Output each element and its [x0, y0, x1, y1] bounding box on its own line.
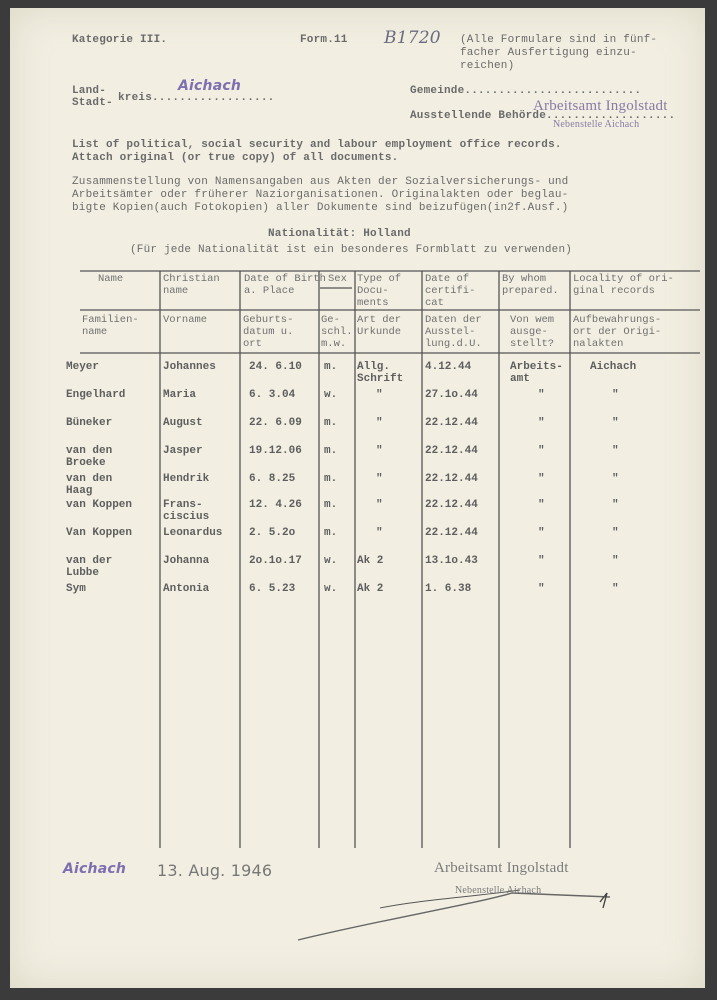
header-de-col-2: ort	[243, 338, 262, 350]
header-de-col-0: name	[82, 326, 108, 338]
instruction-en-1: List of political, social security and labour employment office records.	[72, 139, 562, 151]
nationality-label: Nationalität: Holland	[268, 228, 411, 240]
instruction-en-2: Attach original (or true copy) of all documents.	[72, 152, 399, 164]
cell-doc-type: Allg.	[357, 361, 391, 373]
cell-first-name: Frans-	[163, 499, 203, 511]
cell-cert-date: 22.12.44	[425, 417, 478, 429]
cell-sex: m.	[324, 499, 338, 511]
cell-family-name: Lubbe	[66, 567, 100, 579]
header-de-col-4: Urkunde	[357, 326, 402, 338]
authority-stamp-line2: Nebenstelle Aichach	[553, 119, 640, 130]
header-en-col-7: ginal records	[573, 285, 655, 297]
header-en-col-0: Name	[98, 273, 124, 285]
cell-family-name: Engelhard	[66, 389, 126, 401]
cell-prepared-by: "	[538, 473, 545, 485]
header-en-col-1: Christian	[163, 273, 220, 285]
cell-cert-date: 22.12.44	[425, 445, 478, 457]
cell-family-name: van den	[66, 473, 113, 485]
cell-cert-date: 4.12.44	[425, 361, 472, 373]
form-number: Form.11	[300, 34, 348, 46]
cell-birth-date: 12. 4.26	[249, 499, 302, 511]
cell-first-name: August	[163, 417, 203, 429]
header-de-col-5: Ausstel-	[425, 326, 476, 338]
cell-family-name: van den	[66, 445, 113, 457]
cell-prepared-by: "	[538, 499, 545, 511]
header-de-col-0: Familien-	[82, 314, 139, 326]
cell-family-name: Meyer	[66, 361, 100, 373]
cell-family-name: Sym	[66, 583, 86, 595]
cell-doc-type: Ak 2	[357, 555, 384, 567]
cell-doc-type: "	[376, 473, 383, 485]
header-de-col-3: m.w.	[321, 338, 347, 350]
cell-prepared-by: "	[538, 527, 545, 539]
header-en-col-5: Date of	[425, 273, 470, 285]
cell-family-name: Haag	[66, 485, 93, 497]
cell-birth-date: 2. 5.2o	[249, 527, 296, 539]
copies-note-3: reichen)	[460, 60, 515, 72]
cell-prepared-by: amt	[510, 373, 530, 385]
cell-cert-date: 27.1o.44	[425, 389, 478, 401]
header-de-col-4: Art der	[357, 314, 402, 326]
header-en-col-5: cat	[425, 297, 444, 309]
cell-sex: m.	[324, 527, 338, 539]
cell-prepared-by: "	[538, 417, 545, 429]
cell-prepared-by: "	[538, 389, 545, 401]
header-de-col-7: Aufbewahrungs-	[573, 314, 662, 326]
cell-record-locality: "	[612, 583, 619, 595]
cell-record-locality: "	[612, 445, 619, 457]
kreis-label: kreis..................	[118, 92, 275, 104]
cell-birth-date: 24. 6.10	[249, 361, 302, 373]
header-de-col-2: Geburts-	[243, 314, 294, 326]
cell-birth-date: 6. 8.25	[249, 473, 296, 485]
instruction-de-1: Zusammenstellung von Namensangaben aus Akten der Sozialversicherungs- und	[72, 176, 569, 188]
instruction-de-2: Arbeitsämter oder früherer Naziorganisationen. Originalakten oder beglau-	[72, 189, 569, 201]
cell-first-name: Hendrik	[163, 473, 210, 485]
header-en-col-3: Sex	[328, 273, 347, 285]
cell-sex: m.	[324, 417, 338, 429]
cell-cert-date: 22.12.44	[425, 499, 478, 511]
cell-birth-date: 19.12.06	[249, 445, 302, 457]
header-de-col-7: ort der Origi-	[573, 326, 662, 338]
cell-first-name: Maria	[163, 389, 197, 401]
cell-doc-type: "	[376, 445, 383, 457]
copies-note-1: (Alle Formulare sind in fünf-	[460, 34, 658, 46]
stadt-label: Stadt-	[72, 97, 113, 109]
kreis-stamp-value: Aichach	[178, 78, 242, 94]
authority-stamp-line1: Arbeitsamt Ingolstadt	[533, 98, 668, 114]
header-de-col-6: ausge-	[510, 326, 548, 338]
header-en-col-4: ments	[357, 297, 389, 309]
copies-note-2: facher Ausfertigung einzu-	[460, 47, 637, 59]
header-de-col-6: Von wem	[510, 314, 555, 326]
cell-doc-type: Schrift	[357, 373, 404, 385]
cell-cert-date: 1. 6.38	[425, 583, 472, 595]
cell-doc-type: "	[376, 499, 383, 511]
cell-family-name: van der	[66, 555, 113, 567]
cell-prepared-by: "	[538, 583, 545, 595]
header-de-col-1: Vorname	[163, 314, 208, 326]
cell-first-name: Jasper	[163, 445, 203, 457]
header-de-col-6: stellt?	[510, 338, 555, 350]
cell-sex: w.	[324, 583, 338, 595]
header-en-col-2: a. Place	[244, 285, 295, 297]
cell-first-name: Johannes	[163, 361, 216, 373]
cell-sex: m.	[324, 445, 338, 457]
footer-authority-stamp-1: Arbeitsamt Ingolstadt	[434, 860, 569, 876]
cell-doc-type: "	[376, 417, 383, 429]
header-de-col-2: datum u.	[243, 326, 294, 338]
header-de-col-5: Daten der	[425, 314, 482, 326]
cell-family-name: van Koppen	[66, 499, 133, 511]
cell-birth-date: 6. 3.04	[249, 389, 296, 401]
header-de-col-5: lung.d.U.	[425, 338, 482, 350]
cell-birth-date: 22. 6.09	[249, 417, 302, 429]
header-en-col-4: Type of	[357, 273, 402, 285]
footer-authority-stamp-2: Nebenstelle Aichach	[455, 885, 542, 896]
cell-doc-type: "	[376, 389, 383, 401]
cell-record-locality: "	[612, 527, 619, 539]
cell-family-name: Broeke	[66, 457, 106, 469]
cell-cert-date: 13.1o.43	[425, 555, 478, 567]
gemeinde-field: Gemeinde..........................	[410, 85, 642, 97]
cell-record-locality: "	[612, 555, 619, 567]
header-en-col-7: Locality of ori-	[573, 273, 674, 285]
cell-sex: w.	[324, 389, 338, 401]
cell-record-locality: "	[612, 417, 619, 429]
cell-doc-type: "	[376, 527, 383, 539]
cell-sex: m.	[324, 361, 338, 373]
header-en-col-6: By whom	[502, 273, 547, 285]
cell-record-locality: "	[612, 499, 619, 511]
header-de-col-3: Ge-	[321, 314, 340, 326]
cell-family-name: Van Koppen	[66, 527, 133, 539]
nationality-note: (Für jede Nationalität ist ein besonderes Formblatt zu verwenden)	[130, 244, 573, 256]
header-de-col-7: nalakten	[573, 338, 624, 350]
cell-record-locality: "	[612, 389, 619, 401]
header-en-col-5: certifi-	[425, 285, 476, 297]
footer-place-stamp: Aichach	[63, 861, 127, 877]
header-en-col-4: Docu-	[357, 285, 389, 297]
cell-first-name: Johanna	[163, 555, 210, 567]
category-label: Kategorie III.	[72, 34, 168, 46]
cell-record-locality: "	[612, 473, 619, 485]
header-en-col-6: prepared.	[502, 285, 559, 297]
header-en-col-1: name	[163, 285, 189, 297]
cell-record-locality: Aichach	[590, 361, 637, 373]
cell-birth-date: 6. 5.23	[249, 583, 296, 595]
cell-cert-date: 22.12.44	[425, 473, 478, 485]
instruction-de-3: bigte Kopien(auch Fotokopien) aller Dokumente sind beizufügen(in2f.Ausf.)	[72, 202, 569, 214]
header-en-col-2: Date of Birth	[244, 273, 326, 285]
header-de-col-3: schl.	[321, 326, 353, 338]
land-label: Land-	[72, 85, 107, 97]
issuing-authority-field: Ausstellende Behörde...................	[410, 110, 676, 122]
cell-prepared-by: Arbeits-	[510, 361, 563, 373]
cell-prepared-by: "	[538, 555, 545, 567]
cell-family-name: Büneker	[66, 417, 113, 429]
handwritten-doc-number: B1720	[384, 28, 441, 48]
cell-doc-type: Ak 2	[357, 583, 384, 595]
footer-date-stamp: 13. Aug. 1946	[157, 861, 273, 880]
cell-sex: m.	[324, 473, 338, 485]
cell-first-name: Leonardus	[163, 527, 223, 539]
cell-sex: w.	[324, 555, 338, 567]
cell-first-name: Antonia	[163, 583, 210, 595]
cell-birth-date: 2o.1o.17	[249, 555, 302, 567]
cell-first-name: ciscius	[163, 511, 210, 523]
cell-cert-date: 22.12.44	[425, 527, 478, 539]
cell-prepared-by: "	[538, 445, 545, 457]
